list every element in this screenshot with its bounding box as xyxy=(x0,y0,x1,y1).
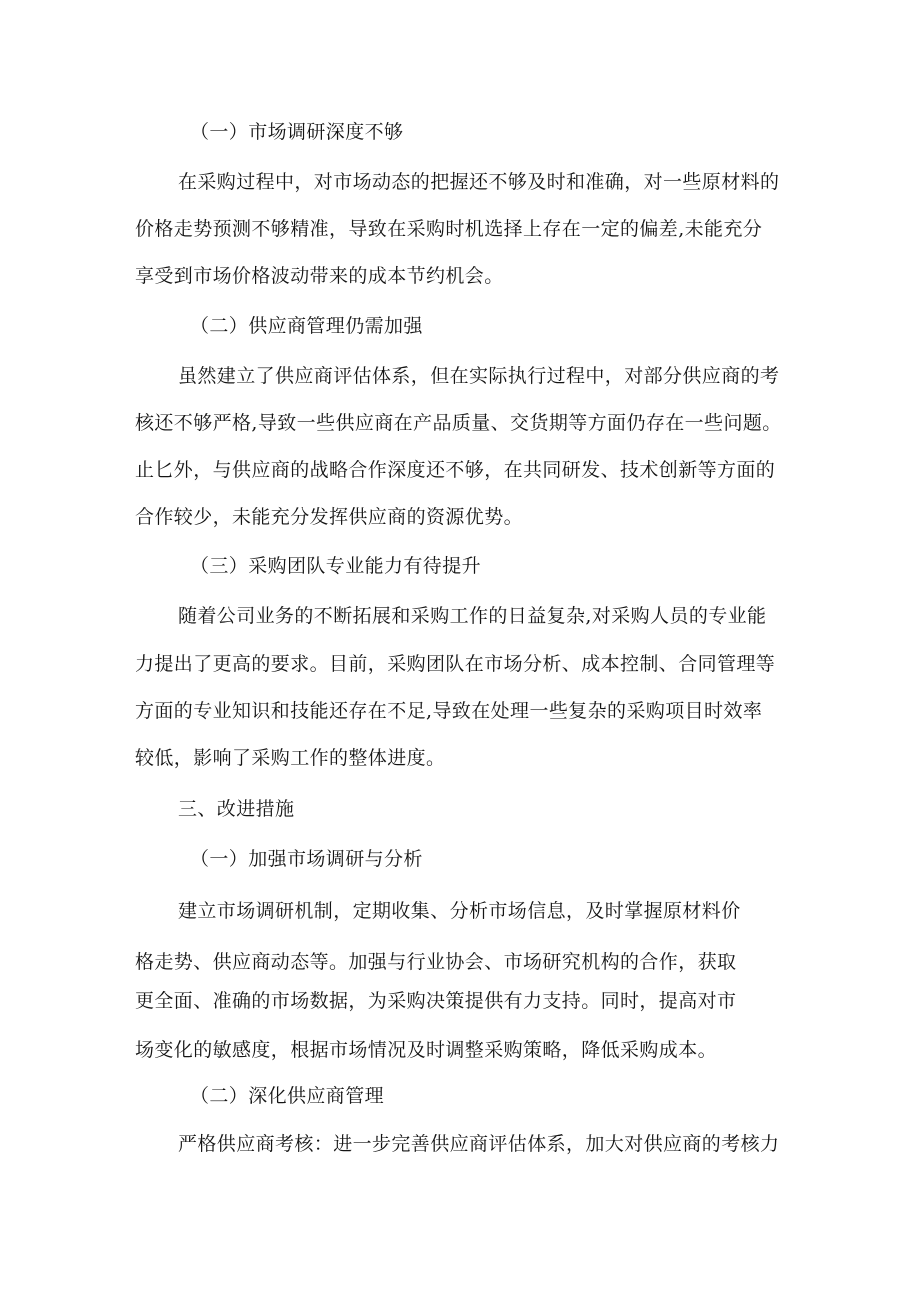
subheading-deepen-supplier: （二）深化供应商管理 xyxy=(190,1085,385,1107)
paragraph-line: 享受到市场价格波动带来的成本节约机会。 xyxy=(135,265,504,287)
paragraph-line: 建立市场调研机制，定期收集、分析市场信息，及时掌握原材料价 xyxy=(178,900,741,922)
subheading-market-research: （一）市场调研深度不够 xyxy=(190,121,404,143)
subheading-team-capability: （三）采购团队专业能力有待提升 xyxy=(190,555,482,577)
paragraph-line: 核还不够严格,导致一些供应商在产品质量、交货期等方面仍存在一些问题。 xyxy=(135,412,782,434)
paragraph-line: 合作较少，未能充分发挥供应商的资源优势。 xyxy=(135,506,524,528)
paragraph-line: 价格走势预测不够精准，导致在采购时机选择上存在一定的偏差,未能充分 xyxy=(135,218,763,240)
paragraph-line: 方面的专业知识和技能还存在不足,导致在处理一些复杂的采购项目时效率 xyxy=(135,700,763,722)
paragraph-line: 在采购过程中，对市场动态的把握还不够及时和准确，对一些原材料的 xyxy=(178,171,780,193)
paragraph-line: 较低，影响了采购工作的整体进度。 xyxy=(135,747,446,769)
paragraph-line: 严格供应商考核：进一步完善供应商评估体系，加大对供应商的考核力 xyxy=(178,1133,780,1155)
paragraph-line: 虽然建立了供应商评估体系，但在实际执行过程中，对部分供应商的考 xyxy=(178,365,780,387)
paragraph-line: 场变化的敏感度，根据市场情况及时调整采购策略，降低采购成本。 xyxy=(135,1039,718,1061)
subheading-supplier-management: （二）供应商管理仍需加强 xyxy=(190,315,423,337)
paragraph-line: 更全面、准确的市场数据，为采购决策提供有力支持。同时，提高对市 xyxy=(135,990,737,1012)
paragraph-line: 力提出了更高的要求。目前，采购团队在市场分析、成本控制、合同管理等 xyxy=(135,653,776,675)
section-heading-improvements: 三、改进措施 xyxy=(178,798,295,820)
paragraph-line: 止匕外，与供应商的战略合作深度还不够，在共同研发、技术创新等方面的 xyxy=(135,459,776,481)
paragraph-line: 格走势、供应商动态等。加强与行业协会、市场研究机构的合作，获取 xyxy=(135,951,737,973)
paragraph-line: 随着公司业务的不断拓展和采购工作的日益复杂,对采购人员的专业能 xyxy=(178,605,767,627)
subheading-strengthen-research: （一）加强市场调研与分析 xyxy=(190,848,423,870)
